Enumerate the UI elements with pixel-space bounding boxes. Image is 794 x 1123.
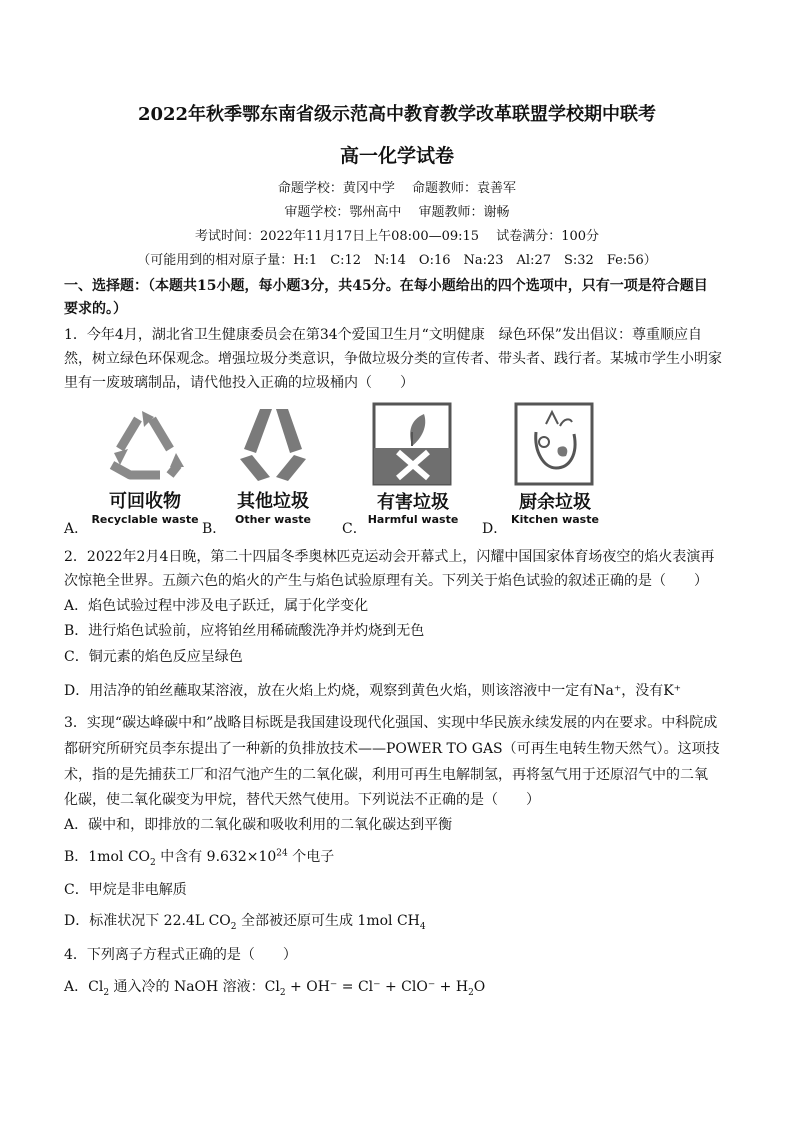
q2-line-2: 次惊艳全世界。五颜六色的焰火的产生与焰色试验原理有关。下列关于焰色试验的叙述正确的是（ ） xyxy=(64,573,708,589)
q1-option-a-cn: 可回收物 xyxy=(109,491,181,512)
q2-line-1: 2．2022年2月4日晚，第二十四届冬季奥林匹克运动会开幕式上，闪耀中国国家体育场夜空的焰火表演再 xyxy=(64,549,715,565)
other-waste-icon xyxy=(218,405,328,485)
q2-option-c: C．铜元素的焰色反应呈绿色 xyxy=(64,649,243,665)
q4-option-a: A．$Cl_2$ 通入冷的 NaOH 溶液：$Cl_2 + OH^- = Cl^- + ClO^- + H_2O$ xyxy=(64,979,486,998)
q1-option-d-cn: 厨余垃圾 xyxy=(519,492,591,513)
info-line-1: 命题学校：黄冈中学 命题教师：袁善军 xyxy=(277,181,517,196)
q1-option-b-en: Other waste xyxy=(234,513,311,526)
q1-option-d-bin xyxy=(500,402,610,530)
q3-option-b: B．1mol $CO_2$ 中含有 $9.632\times 10^{24}$ 个电子 xyxy=(64,848,335,868)
q1-option-c-label: C． xyxy=(342,521,367,537)
q1-option-c-bin xyxy=(358,402,468,530)
q3-option-d: D．标准状况下 22.4L $CO_2$ 全部被还原可生成 1mol $CH_4$ xyxy=(64,913,426,932)
q1-option-c-en: Harmful waste xyxy=(367,513,459,526)
info-line-3: 考试时间：2022年11月17日上午08:00—09:15 试卷满分：100分 xyxy=(194,229,600,244)
q1-option-d-en: Kitchen waste xyxy=(511,513,599,526)
kitchen-waste-icon xyxy=(500,402,610,486)
q1-option-b-label: B． xyxy=(202,521,227,537)
q1-option-d-label: D． xyxy=(482,521,508,537)
q1-line-3: 里有一废玻璃制品，请代他投入正确的垃圾桶内（ ） xyxy=(64,375,414,391)
q3-line-3: 术，指的是先捕获工厂和沼气池产生的二氧化碳，利用可再生电解制氢，再将氢气用于还原沼气中的二氧 xyxy=(64,767,708,783)
q3-line-2: 都研究所研究员李东提出了一种新的负排放技术——POWER TO GAS（可再生电转生物天然气）。这项技 xyxy=(64,741,720,757)
exam-title: 2022年秋季鄂东南省级示范高中教育教学改革联盟学校期中联考 xyxy=(137,104,657,125)
q1-option-a-en: Recyclable waste xyxy=(91,513,199,526)
q1-line-1: 1．今年4月，湖北省卫生健康委员会在第34个爱国卫生月“文明健康 绿色环保”发出倡议：尊重顺应自 xyxy=(64,327,702,343)
exam-subtitle: 高一化学试卷 xyxy=(339,145,454,167)
q4-stem: 4．下列离子方程式正确的是（ ） xyxy=(64,947,297,963)
q3-option-c: C．甲烷是非电解质 xyxy=(64,882,187,898)
q1-option-b-bin xyxy=(218,405,328,530)
q3-option-a: A．碳中和，即排放的二氧化碳和吸收利用的二氧化碳达到平衡 xyxy=(64,817,453,833)
q3-line-4: 化碳，使二氧化碳变为甲烷，替代天然气使用。下列说法不正确的是（ ） xyxy=(64,792,540,808)
section-heading: 一、选择题：（本题共15小题，每小题3分，共45分。在每小题给出的四个选项中，只有一项是符合题目 xyxy=(64,278,708,294)
q1-option-a-label: A． xyxy=(64,521,89,537)
q1-option-c-cn: 有害垃圾 xyxy=(377,492,449,513)
q3-line-1: 3．实现“碳达峰碳中和”战略目标既是我国建设现代化强国、实现中华民族永续发展的内在要求。中科院成 xyxy=(64,715,718,731)
q1-option-a-bin xyxy=(90,405,200,530)
section-heading-cont: 要求的。） xyxy=(64,301,127,317)
q2-option-b: B．进行焰色试验前，应将铂丝用稀硫酸洗净并灼烧到无色 xyxy=(64,623,425,639)
q2-option-d: D．用洁净的铂丝蘸取某溶液，放在火焰上灼烧，观察到黄色火焰，则该溶液中一定有Na⁺，没有K⁺ xyxy=(64,683,682,699)
harmful-waste-icon xyxy=(358,402,468,486)
info-line-2: 审题学校：鄂州高中 审题教师：谢畅 xyxy=(284,205,510,220)
recycle-icon xyxy=(90,405,200,485)
q1-line-2: 然，树立绿色环保观念。增强垃圾分类意识，争做垃圾分类的宣传者、带头者、践行者。某城市学生小明家 xyxy=(64,351,722,367)
info-line-4: （可能用到的相对原子量：H:1 C:12 N:14 O:16 Na:23 Al:27 S:32 Fe:56） xyxy=(137,253,657,268)
q1-option-b-cn: 其他垃圾 xyxy=(237,491,309,512)
q2-option-a: A．焰色试验过程中涉及电子跃迁，属于化学变化 xyxy=(64,598,369,614)
